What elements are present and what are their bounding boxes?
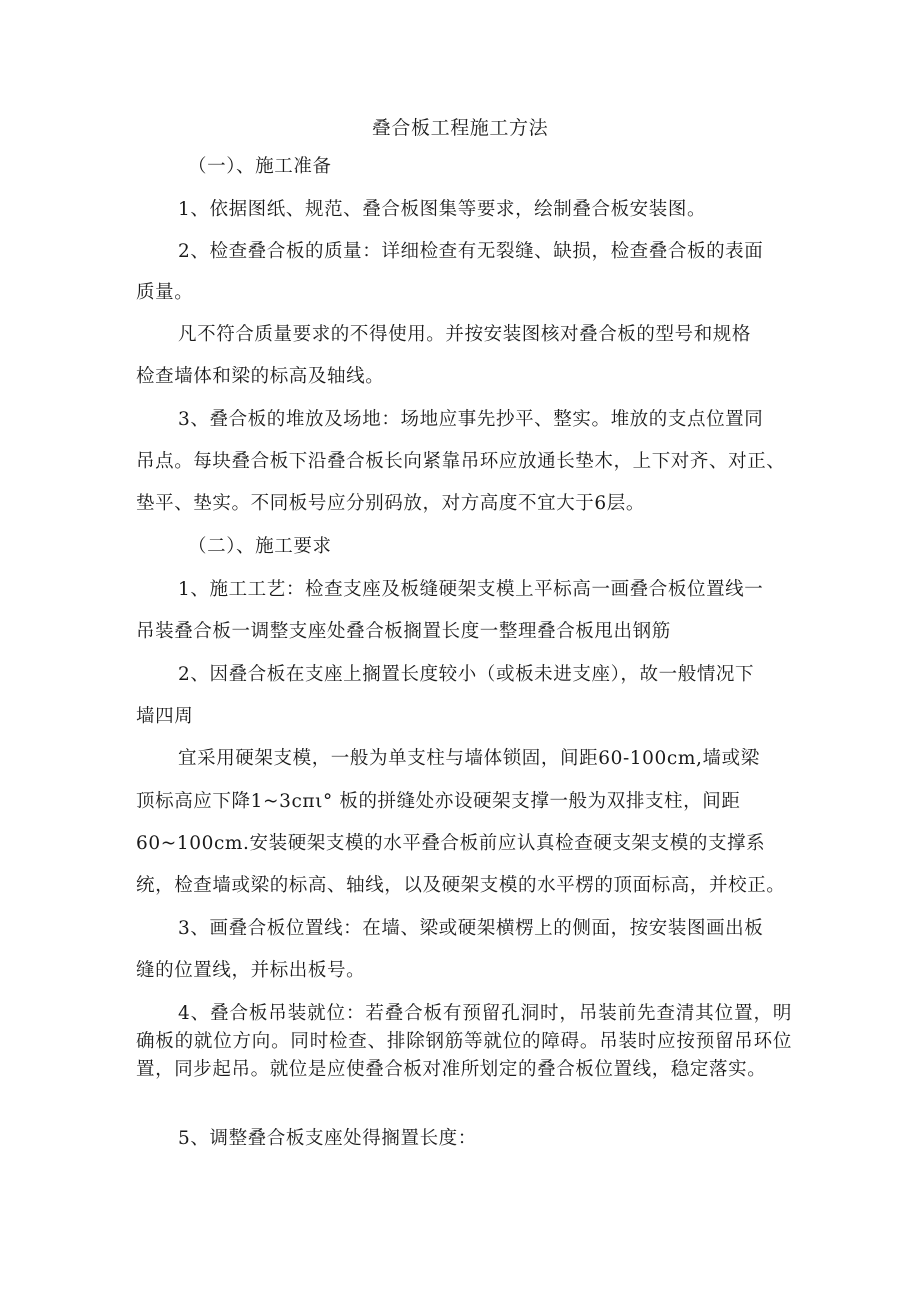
- paragraph-line: 1、施工工艺：检查支座及板缝硬架支模上平标高一画叠合板位置线一: [178, 579, 764, 600]
- paragraph-line: 垫平、垫实。不同板号应分别码放，对方高度不宜大于6层。: [136, 493, 645, 514]
- paragraph-hoisting: 4、叠合板吊装就位：若叠合板有预留孔洞时，吊装前先查清其位置，明确板的就位方向。同时检查、排除钢筋等就位的障碍。吊装时应按预留吊环位置，同步起吊。就位是应使叠合板对准所划定的叠合板位置线，稳定落实。: [136, 1003, 792, 1080]
- paragraph-line: 60~100cm.安装硬架支模的水平叠合板前应认真检查硬支架支模的支撑系: [136, 833, 766, 854]
- paragraph-line: 3、画叠合板位置线：在墙、梁或硬架横楞上的侧面，按安装图画出板: [178, 918, 764, 939]
- paragraph-line: 墙四周: [136, 706, 194, 727]
- paragraph-line: 缝的位置线，并标出板号。: [136, 960, 366, 981]
- paragraph-line: 吊点。每块叠合板下沿叠合板长向紧靠吊环应放通长垫木，上下对齐、对正、: [136, 451, 786, 472]
- paragraph-line: 2、因叠合板在支座上搁置长度较小（或板未进支座），故一般情况下: [178, 664, 755, 685]
- paragraph-line: 顶标高应下降1~3cπι° 板的拼缝处亦设硬架支撑一般为双排支柱，间距: [136, 791, 741, 812]
- paragraph-line: 吊装叠合板一调整支座处叠合板搁置长度一整理叠合板甩出钢筋: [136, 621, 671, 642]
- paragraph-line: 统，检查墙或梁的标高、轴线，以及硬架支模的水平楞的顶面标高，并校正。: [136, 875, 786, 896]
- document-title: 叠合板工程施工方法: [371, 117, 549, 139]
- paragraph-line: 2、检查叠合板的质量：详细检查有无裂缝、缺损，检查叠合板的表面: [178, 241, 764, 262]
- paragraph-line: 宜采用硬架支模，一般为单支柱与墙体锁固，间距60-100cm,墙或梁: [178, 748, 760, 769]
- paragraph-line: 质量。: [136, 282, 194, 303]
- paragraph-line: 5、调整叠合板支座处得搁置长度：: [178, 1128, 477, 1149]
- paragraph-line: 3、叠合板的堆放及场地：场地应事先抄平、整实。堆放的支点位置同: [178, 409, 764, 430]
- section-heading-preparation: （一）、施工准备: [188, 156, 332, 177]
- paragraph-line: 凡不符合质量要求的不得使用。并按安装图核对叠合板的型号和规格: [178, 324, 752, 345]
- paragraph-line: 1、依据图纸、规范、叠合板图集等要求，绘制叠合板安装图。: [178, 199, 707, 220]
- paragraph-line: 检查墙体和梁的标高及轴线。: [136, 366, 385, 387]
- section-heading-requirements: （二）、施工要求: [188, 536, 332, 557]
